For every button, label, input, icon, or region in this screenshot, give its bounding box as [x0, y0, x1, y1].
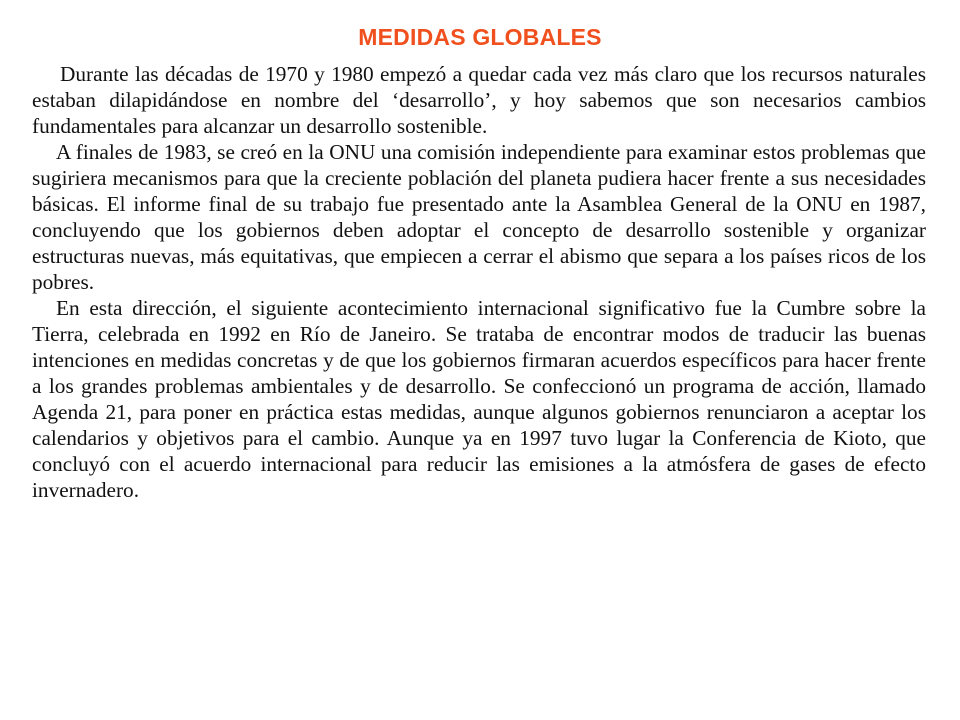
slide-body [32, 61, 926, 503]
slide-title: MEDIDAS GLOBALES [358, 24, 602, 50]
paragraph-2: A finales de 1983, se creó en la ONU una comisión independiente para examinar estos problemas que sugiriera mecanismos para que la creciente población del planeta pudiera hacer frente a sus necesidades básicas. El informe final de su trabajo fue presentado ante la Asamblea General de la ONU en 1987, concluyendo que los gobiernos deben adoptar el concepto de desarrollo sostenible y organizar estructuras nuevas, más equitativas, que empiecen a cerrar el abismo que separa a los países ricos de los pobres. [32, 140, 926, 294]
paragraph-3: En esta dirección, el siguiente acontecimiento internacional significativo fue la Cumbre sobre la Tierra, celebrada en 1992 en Río de Janeiro. Se trataba de encontrar modos de traducir las buenas intenciones en medidas concretas y de que los gobiernos firmaran acuerdos específicos para hacer frente a los grandes problemas ambientales y de desarrollo. Se confeccionó un programa de acción, llamado Agenda 21, para poner en práctica estas medidas, aunque algunos gobiernos renunciaron a aceptar los calendarios y objetivos para el cambio. Aunque ya en 1997 tuvo lugar la Conferencia de Kioto, que concluyó con el acuerdo internacional para reducir las emisiones a la atmósfera de gases de efecto invernadero. [32, 296, 926, 502]
paragraph-1: Durante las décadas de 1970 y 1980 empezó a quedar cada vez más claro que los recursos naturales estaban dilapidándose en nombre del ‘desarrollo’, y hoy sabemos que son necesarios cambios fundamentales para alcanzar un desarrollo sostenible. [32, 62, 926, 138]
